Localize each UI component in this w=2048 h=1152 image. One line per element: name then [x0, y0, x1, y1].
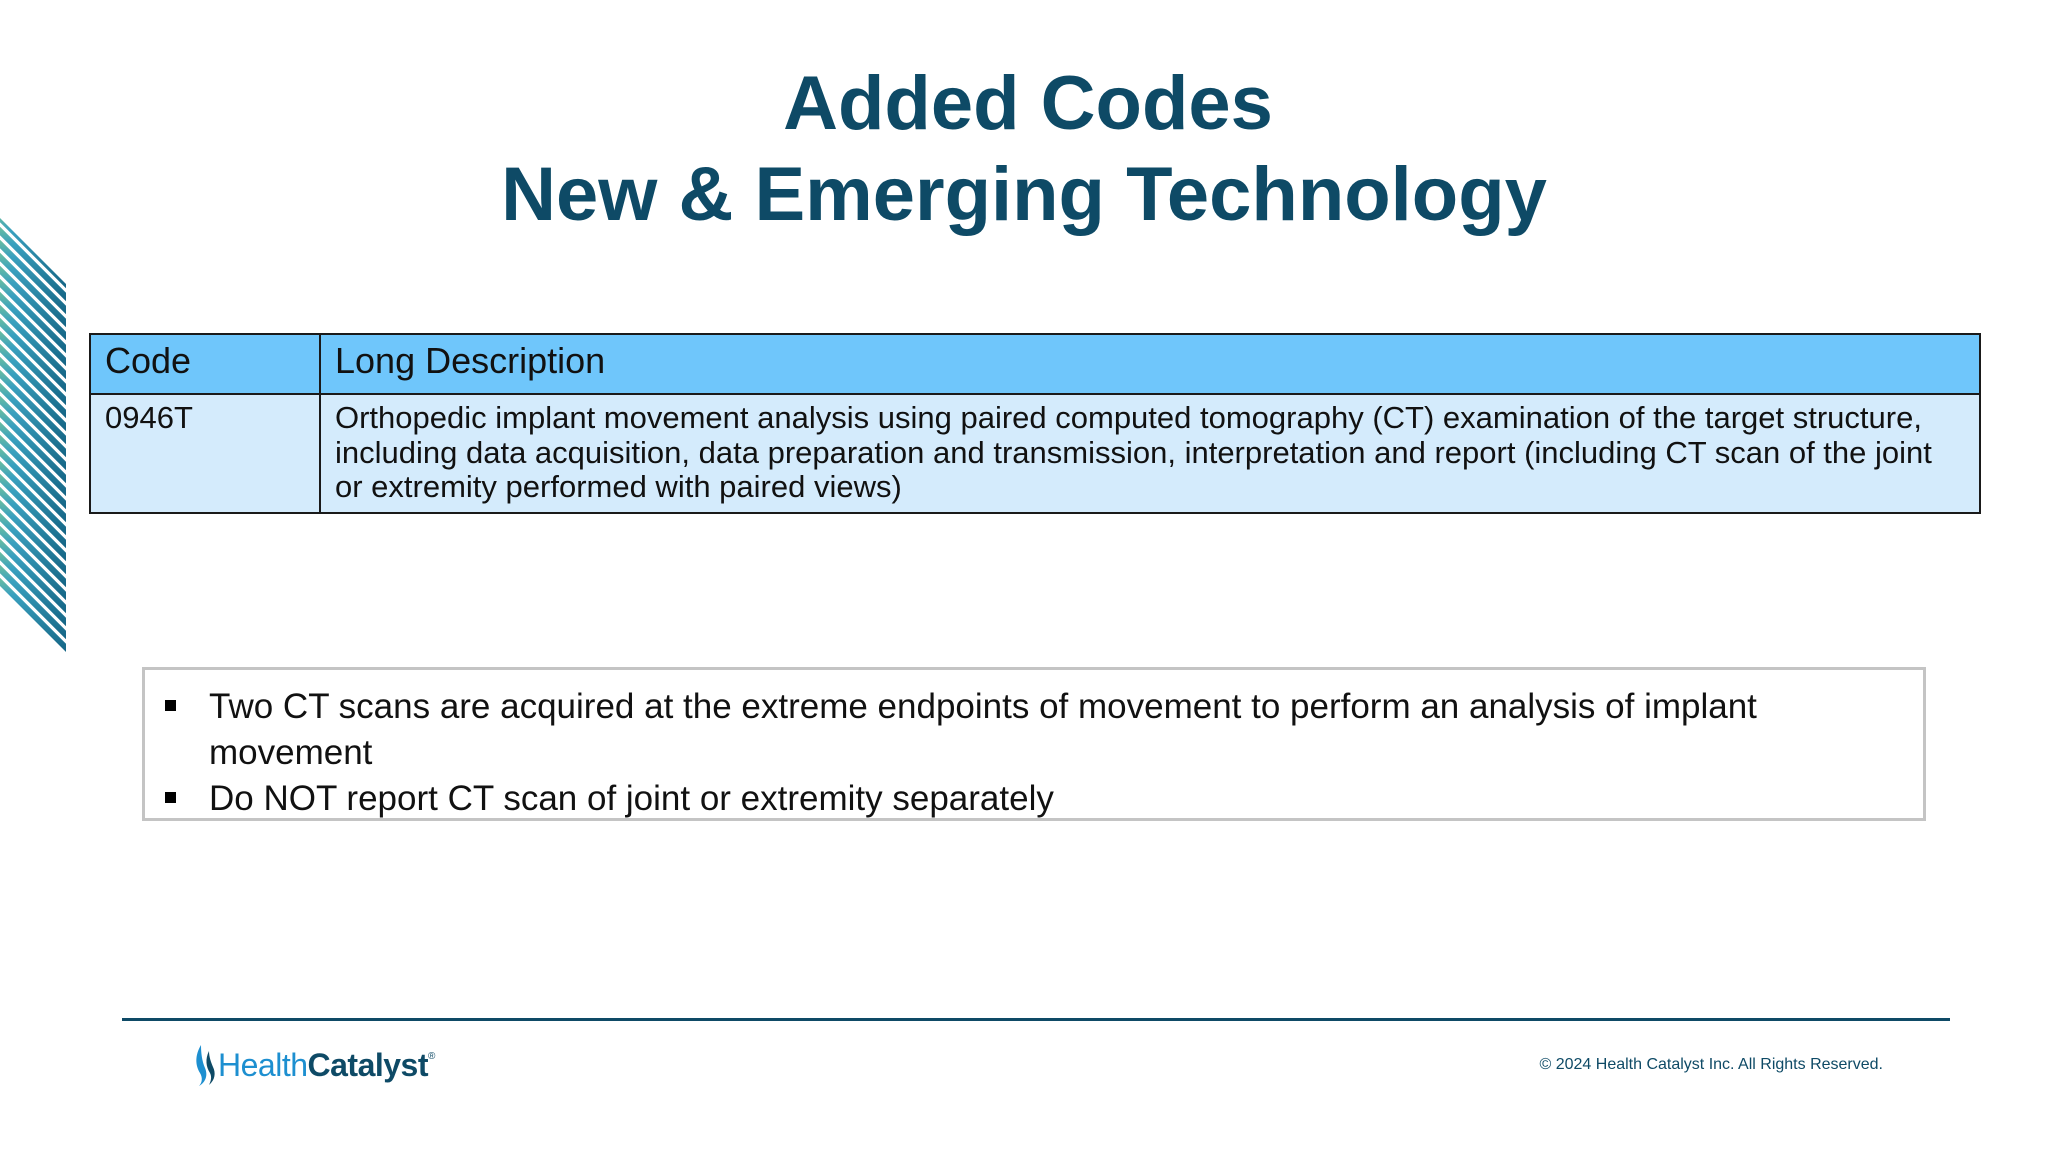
decorative-stripes	[0, 218, 66, 652]
note-text: Two CT scans are acquired at the extreme endpoints of movement to perform an analysis of implant movement	[209, 687, 1757, 772]
list-item	[145, 684, 1893, 776]
copyright-notice: © 2024 Health Catalyst Inc. All Rights Reserved.	[1539, 1056, 1883, 1073]
footer-divider	[122, 1018, 1950, 1021]
cell-code: 0946T	[90, 394, 320, 513]
list-item	[145, 776, 1893, 822]
cell-description: Orthopedic implant movement analysis using paired computed tomography (CT) examination of the target structure, including data acquisition, data preparation and transmission, interpretation and report (including CT scan of the joint or extremity performed with paired views)	[320, 394, 1980, 513]
header-code: Code	[90, 334, 320, 394]
logo-text-catalyst: Catalyst	[307, 1046, 428, 1083]
flame-icon	[192, 1043, 218, 1087]
codes-table	[89, 333, 1981, 514]
notes-list	[145, 670, 1923, 822]
slide-title	[0, 58, 2048, 240]
notes-box	[142, 667, 1926, 821]
logo-text-health: Health	[218, 1046, 308, 1083]
square-bullet-icon	[165, 700, 176, 711]
title-line-2: New & Emerging Technology	[501, 152, 1547, 237]
logo-trademark: ®	[428, 1051, 436, 1062]
stripe-line	[0, 650, 66, 652]
header-long-description: Long Description	[320, 334, 1980, 394]
health-catalyst-logo	[192, 1043, 435, 1087]
title-line-1: Added Codes	[783, 61, 1273, 146]
table-row	[90, 394, 1980, 513]
square-bullet-icon	[165, 792, 176, 803]
note-text: Do NOT report CT scan of joint or extremity separately	[209, 779, 1054, 818]
table-header-row	[90, 334, 1980, 394]
